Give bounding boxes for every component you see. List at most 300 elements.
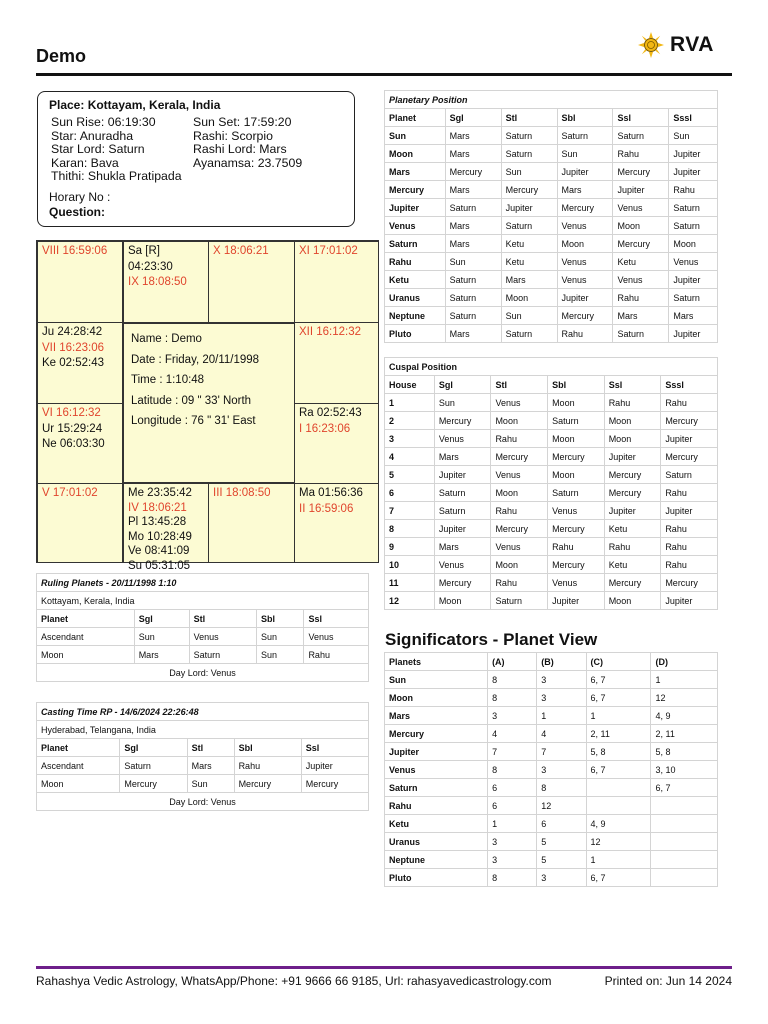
- column-header: (D): [651, 653, 718, 671]
- column-header: Sgl: [445, 109, 501, 127]
- karan-text: Karan: Bava: [51, 155, 119, 170]
- column-header: Ssl: [604, 376, 661, 394]
- table-cell: 3: [385, 430, 435, 448]
- table-cell: Jupiter: [501, 199, 557, 217]
- table-cell: 3: [488, 707, 537, 725]
- table-cell: Mars: [445, 127, 501, 145]
- significators-table: [384, 652, 718, 887]
- table-cell: Venus: [548, 574, 605, 592]
- table-row: [385, 779, 718, 797]
- table-cell: Venus: [434, 430, 491, 448]
- column-header: Sssl: [661, 376, 718, 394]
- column-header: Ssl: [613, 109, 669, 127]
- table-cell: 4: [385, 448, 435, 466]
- table-row: [385, 592, 718, 610]
- column-header: Sbl: [234, 739, 301, 757]
- table-cell: Ketu: [604, 520, 661, 538]
- table-cell: Uranus: [385, 833, 488, 851]
- chart-cell-line: Ne 06:03:30: [42, 438, 105, 450]
- table-cell: 3: [488, 833, 537, 851]
- chart-cell-line: VIII 16:59:06: [42, 245, 108, 257]
- table-cell: Ketu: [501, 235, 557, 253]
- table-row: [385, 538, 718, 556]
- table-cell: Mars: [187, 757, 234, 775]
- page-title: Demo: [36, 46, 87, 66]
- chart-cell-line: III 18:08:50: [213, 487, 271, 499]
- table-cell: [651, 833, 718, 851]
- star-lord-text: Star Lord: Saturn: [51, 142, 145, 156]
- table-cell: 12: [651, 689, 718, 707]
- chart-cell-line: Ke 02:52:43: [42, 357, 105, 369]
- column-header: (B): [537, 653, 586, 671]
- table-cell: 11: [385, 574, 435, 592]
- table-cell: Sun: [257, 628, 304, 646]
- table-row: [385, 484, 718, 502]
- table-cell: Jupiter: [661, 502, 718, 520]
- table-cell: Mercury: [548, 520, 605, 538]
- table-cell: 3: [537, 761, 586, 779]
- table-cell: Saturn: [445, 289, 501, 307]
- table-cell: Sun: [187, 775, 234, 793]
- table-cell: Rahu: [613, 145, 669, 163]
- star-text: Star: Anuradha: [51, 128, 134, 143]
- column-header: Planet: [37, 610, 135, 628]
- column-header: Stl: [501, 109, 557, 127]
- table-cell: Jupiter: [669, 325, 718, 343]
- table-cell: Mercury: [434, 574, 491, 592]
- table-cell: Sun: [445, 253, 501, 271]
- table-cell: Rahu: [385, 797, 488, 815]
- chart-date: Date : Friday, 20/11/1998: [131, 353, 260, 366]
- table-cell: 3: [488, 851, 537, 869]
- column-header: Sgl: [134, 610, 189, 628]
- table-cell: 6, 7: [586, 671, 651, 689]
- table-cell: Saturn: [501, 127, 557, 145]
- table-cell: Mercury: [557, 199, 613, 217]
- table-cell: Moon: [604, 430, 661, 448]
- chart-name: Name : Demo: [131, 333, 202, 345]
- table-cell: Moon: [548, 466, 605, 484]
- table-cell: Saturn: [548, 484, 605, 502]
- chart-cell-line: Mo 10:28:49: [128, 530, 192, 543]
- table-cell: Saturn: [445, 307, 501, 325]
- table-cell: Rahu: [491, 574, 548, 592]
- table-cell: Sun: [385, 671, 488, 689]
- table-cell: Rahu: [385, 253, 446, 271]
- horary-label: Horary No :: [49, 190, 111, 204]
- info-right-column: [193, 116, 302, 170]
- logo-text: RVA: [670, 33, 714, 56]
- info-left-column: [51, 116, 182, 184]
- chart-cell: [294, 241, 379, 323]
- table-cell: Rahu: [548, 538, 605, 556]
- chart-cell-line: Ve 08:41:09: [128, 545, 190, 557]
- chart-cell-line: VI 16:12:32: [42, 407, 101, 419]
- table-cell: Rahu: [661, 394, 718, 412]
- casting-time-table: [36, 702, 369, 811]
- table-row: [385, 707, 718, 725]
- chart-cell-line: I 16:23:06: [299, 422, 351, 435]
- table-cell: Venus: [491, 466, 548, 484]
- chart-cell-line: VII 16:23:06: [42, 341, 105, 354]
- table-cell: Venus: [557, 217, 613, 235]
- table-row: [385, 556, 718, 574]
- table-cell: Neptune: [385, 307, 446, 325]
- table-cell: Rahu: [491, 502, 548, 520]
- table-cell: Sun: [501, 307, 557, 325]
- table-cell: Mars: [445, 181, 501, 199]
- table-cell: Jupiter: [604, 502, 661, 520]
- table-cell: Jupiter: [661, 430, 718, 448]
- question-label: Question:: [49, 205, 105, 219]
- table-row: [385, 815, 718, 833]
- table-cell: Ketu: [501, 253, 557, 271]
- table-cell: Rahu: [557, 325, 613, 343]
- chart-cell: [208, 483, 295, 563]
- table-cell: Rahu: [613, 289, 669, 307]
- chart-cell-line: Su 05:31:05: [128, 559, 191, 572]
- column-header: Stl: [187, 739, 234, 757]
- table-cell: Rahu: [669, 181, 718, 199]
- table-cell: 1: [385, 394, 435, 412]
- table-cell: Saturn: [434, 484, 491, 502]
- table-row: [385, 325, 718, 343]
- chart-cell-line: V 17:01:02: [42, 487, 98, 499]
- table-row: [385, 394, 718, 412]
- table-cell: 8: [488, 869, 537, 887]
- chart-latitude: Latitude : 09 " 33' North: [131, 394, 252, 407]
- table-cell: Sun: [257, 646, 304, 664]
- table-cell: 6: [488, 779, 537, 797]
- ayanamsa-text: Ayanamsa: 23.7509: [193, 155, 303, 170]
- table-row: [385, 725, 718, 743]
- table-cell: 6, 7: [586, 689, 651, 707]
- table-cell: Jupiter: [434, 520, 491, 538]
- table-cell: Saturn: [445, 199, 501, 217]
- table-cell: Saturn: [661, 466, 718, 484]
- table-cell: Ketu: [385, 271, 446, 289]
- table-cell: Mercury: [661, 412, 718, 430]
- thithi-text: Thithi: Shukla Pratipada: [51, 169, 182, 183]
- ruling-planets-place: Kottayam, Kerala, India: [37, 592, 369, 610]
- column-header: Sgl: [120, 739, 187, 757]
- table-cell: Mercury: [385, 181, 446, 199]
- table-cell: Venus: [548, 502, 605, 520]
- table-cell: Venus: [613, 271, 669, 289]
- table-cell: 12: [586, 833, 651, 851]
- table-cell: Saturn: [669, 289, 718, 307]
- chart-cell: [123, 241, 209, 323]
- chart-cell-line: XI 17:01:02: [299, 245, 358, 257]
- chart-cell: [123, 483, 209, 572]
- table-cell: Saturn: [548, 412, 605, 430]
- table-cell: Sun: [434, 394, 491, 412]
- chart-cell: [208, 241, 295, 323]
- footer-divider: [36, 966, 732, 969]
- table-row: [385, 430, 718, 448]
- table-cell: Jupiter: [669, 163, 718, 181]
- casting-day-lord: Day Lord: Venus: [37, 793, 369, 811]
- footer-printed-date: Printed on: Jun 14 2024: [604, 974, 732, 988]
- table-row: [385, 199, 718, 217]
- table-row: [385, 869, 718, 887]
- table-cell: Mercury: [385, 725, 488, 743]
- table-cell: Venus: [613, 199, 669, 217]
- table-cell: Mercury: [301, 775, 368, 793]
- table-cell: Saturn: [557, 127, 613, 145]
- table-cell: 3: [537, 671, 586, 689]
- table-cell: Moon: [385, 689, 488, 707]
- table-cell: Mars: [434, 448, 491, 466]
- table-cell: Rahu: [604, 394, 661, 412]
- table-cell: Moon: [385, 145, 446, 163]
- table-cell: Moon: [548, 430, 605, 448]
- ruling-planets-title: Ruling Planets - 20/11/1998 1:10: [37, 574, 369, 592]
- table-cell: Mercury: [120, 775, 187, 793]
- column-header: Sssl: [669, 109, 718, 127]
- table-cell: 8: [488, 689, 537, 707]
- table-header-row: [385, 376, 718, 394]
- table-cell: Sun: [385, 127, 446, 145]
- table-cell: 8: [488, 761, 537, 779]
- table-cell: 6: [537, 815, 586, 833]
- table-cell: Venus: [385, 217, 446, 235]
- table-row: [385, 797, 718, 815]
- table-row: [385, 289, 718, 307]
- table-cell: Rahu: [604, 538, 661, 556]
- table-cell: Mars: [557, 181, 613, 199]
- table-cell: Pluto: [385, 325, 446, 343]
- column-header: (C): [586, 653, 651, 671]
- table-cell: 4, 9: [651, 707, 718, 725]
- table-cell: Jupiter: [669, 271, 718, 289]
- column-header: (A): [488, 653, 537, 671]
- chart-center-details: [123, 323, 295, 483]
- table-row: [385, 271, 718, 289]
- significators-title: Significators - Planet View: [385, 630, 598, 649]
- chart-cell-line: Me 23:35:42: [128, 487, 192, 499]
- table-cell: Saturn: [120, 757, 187, 775]
- table-cell: Mercury: [234, 775, 301, 793]
- column-header: Sbl: [257, 610, 304, 628]
- table-cell: Sun: [557, 145, 613, 163]
- table-cell: 4: [488, 725, 537, 743]
- casting-time-place: Hyderabad, Telangana, India: [37, 721, 369, 739]
- table-cell: 1: [488, 815, 537, 833]
- table-cell: Jupiter: [301, 757, 368, 775]
- cuspal-position-title: Cuspal Position: [385, 358, 718, 376]
- table-cell: Sun: [501, 163, 557, 181]
- table-row: [385, 689, 718, 707]
- table-cell: 1: [586, 851, 651, 869]
- table-cell: Jupiter: [434, 466, 491, 484]
- table-cell: Jupiter: [669, 145, 718, 163]
- table-row: [385, 412, 718, 430]
- table-cell: 2, 11: [586, 725, 651, 743]
- chart-cell: [37, 403, 123, 484]
- table-cell: Rahu: [661, 520, 718, 538]
- table-cell: 6, 7: [586, 761, 651, 779]
- table-cell: 1: [586, 707, 651, 725]
- column-header: Planet: [37, 739, 120, 757]
- table-cell: Jupiter: [557, 163, 613, 181]
- table-cell: Mars: [445, 235, 501, 253]
- table-cell: Pluto: [385, 869, 488, 887]
- table-cell: Mercury: [661, 574, 718, 592]
- table-row: [385, 448, 718, 466]
- table-cell: Mercury: [604, 484, 661, 502]
- table-cell: Moon: [557, 235, 613, 253]
- table-header-row: [385, 109, 718, 127]
- table-cell: 5: [385, 466, 435, 484]
- table-row: [385, 235, 718, 253]
- table-cell: 2: [385, 412, 435, 430]
- table-row: [385, 181, 718, 199]
- table-cell: Uranus: [385, 289, 446, 307]
- chart-cell: [37, 241, 123, 323]
- table-cell: Ketu: [604, 556, 661, 574]
- table-cell: [586, 779, 651, 797]
- table-cell: 3: [537, 689, 586, 707]
- table-cell: 10: [385, 556, 435, 574]
- table-row: [385, 761, 718, 779]
- table-cell: Ketu: [613, 253, 669, 271]
- table-cell: 7: [537, 743, 586, 761]
- table-cell: Mercury: [661, 448, 718, 466]
- column-header: Sbl: [548, 376, 605, 394]
- table-cell: Mars: [445, 217, 501, 235]
- table-cell: 2, 11: [651, 725, 718, 743]
- table-cell: Moon: [501, 289, 557, 307]
- birth-chart: [36, 240, 379, 572]
- table-cell: Venus: [669, 253, 718, 271]
- table-cell: Venus: [491, 394, 548, 412]
- planetary-position-table: [384, 90, 718, 343]
- chart-time: Time : 1:10:48: [131, 374, 205, 386]
- table-cell: Venus: [557, 253, 613, 271]
- table-cell: Rahu: [304, 646, 369, 664]
- table-cell: Mercury: [445, 163, 501, 181]
- table-cell: 3: [537, 869, 586, 887]
- table-cell: 8: [488, 671, 537, 689]
- table-cell: [651, 797, 718, 815]
- table-cell: Mars: [134, 646, 189, 664]
- birth-info-box: [37, 91, 355, 227]
- table-row: [37, 646, 369, 664]
- table-cell: Mercury: [604, 466, 661, 484]
- header-divider: [36, 73, 732, 76]
- table-header-row: [37, 739, 369, 757]
- table-cell: Saturn: [445, 271, 501, 289]
- table-row: [385, 253, 718, 271]
- table-cell: Mars: [445, 325, 501, 343]
- table-row: [385, 671, 718, 689]
- table-cell: Saturn: [669, 217, 718, 235]
- table-cell: 1: [537, 707, 586, 725]
- table-cell: Mars: [501, 271, 557, 289]
- table-cell: Moon: [491, 412, 548, 430]
- table-cell: Saturn: [491, 592, 548, 610]
- table-cell: Venus: [189, 628, 256, 646]
- table-cell: 6: [488, 797, 537, 815]
- table-cell: 7: [385, 502, 435, 520]
- table-cell: Mercury: [434, 412, 491, 430]
- table-cell: 5, 8: [651, 743, 718, 761]
- table-cell: Moon: [37, 646, 135, 664]
- table-cell: Ketu: [385, 815, 488, 833]
- table-cell: Ascendant: [37, 628, 135, 646]
- chart-longitude: Longitude : 76 " 31' East: [131, 415, 256, 427]
- table-cell: Mercury: [613, 163, 669, 181]
- column-header: Planets: [385, 653, 488, 671]
- table-cell: Jupiter: [557, 289, 613, 307]
- column-header: Stl: [491, 376, 548, 394]
- table-cell: Moon: [491, 484, 548, 502]
- chart-cell-line: IX 18:08:50: [128, 276, 187, 288]
- table-cell: Rahu: [234, 757, 301, 775]
- brand-logo: [638, 32, 714, 58]
- table-cell: Mars: [434, 538, 491, 556]
- table-cell: Mercury: [604, 574, 661, 592]
- column-header: Planet: [385, 109, 446, 127]
- planetary-position-title: Planetary Position: [385, 91, 718, 109]
- table-cell: Mercury: [501, 181, 557, 199]
- table-row: [385, 307, 718, 325]
- table-cell: 7: [488, 743, 537, 761]
- chart-cell: [294, 483, 379, 563]
- table-header-row: [37, 610, 369, 628]
- table-cell: Moon: [604, 592, 661, 610]
- table-cell: Jupiter: [613, 181, 669, 199]
- sunset-text: Sun Set: 17:59:20: [193, 115, 292, 129]
- column-header: Ssl: [304, 610, 369, 628]
- table-cell: Moon: [669, 235, 718, 253]
- table-row: [385, 163, 718, 181]
- table-cell: 4: [537, 725, 586, 743]
- table-cell: Mars: [385, 163, 446, 181]
- table-cell: Moon: [604, 412, 661, 430]
- table-cell: Venus: [557, 271, 613, 289]
- chart-cell: [294, 322, 379, 404]
- table-cell: Saturn: [434, 502, 491, 520]
- cuspal-position-table: [384, 357, 718, 610]
- chart-cell-line: Ra 02:52:43: [299, 407, 362, 419]
- table-cell: 6, 7: [651, 779, 718, 797]
- table-cell: [586, 797, 651, 815]
- chart-cell-line: Ur 15:29:24: [42, 422, 103, 435]
- table-cell: Saturn: [501, 145, 557, 163]
- table-row: [37, 628, 369, 646]
- table-row: [385, 851, 718, 869]
- table-row: [385, 574, 718, 592]
- table-cell: Mercury: [491, 520, 548, 538]
- chart-cell: [294, 403, 379, 484]
- table-cell: Jupiter: [385, 199, 446, 217]
- table-cell: Moon: [434, 592, 491, 610]
- table-cell: Saturn: [613, 127, 669, 145]
- column-header: Sgl: [434, 376, 491, 394]
- chart-cell-line: XII 16:12:32: [299, 326, 362, 338]
- table-cell: Rahu: [661, 484, 718, 502]
- table-cell: Saturn: [669, 199, 718, 217]
- chart-cell-line: IV 18:06:21: [128, 501, 187, 514]
- table-row: [385, 145, 718, 163]
- chart-cell-line: Ma 01:56:36: [299, 487, 363, 499]
- table-cell: Mercury: [548, 556, 605, 574]
- chart-cell: [37, 483, 123, 563]
- table-cell: Saturn: [385, 779, 488, 797]
- table-cell: Mercury: [548, 448, 605, 466]
